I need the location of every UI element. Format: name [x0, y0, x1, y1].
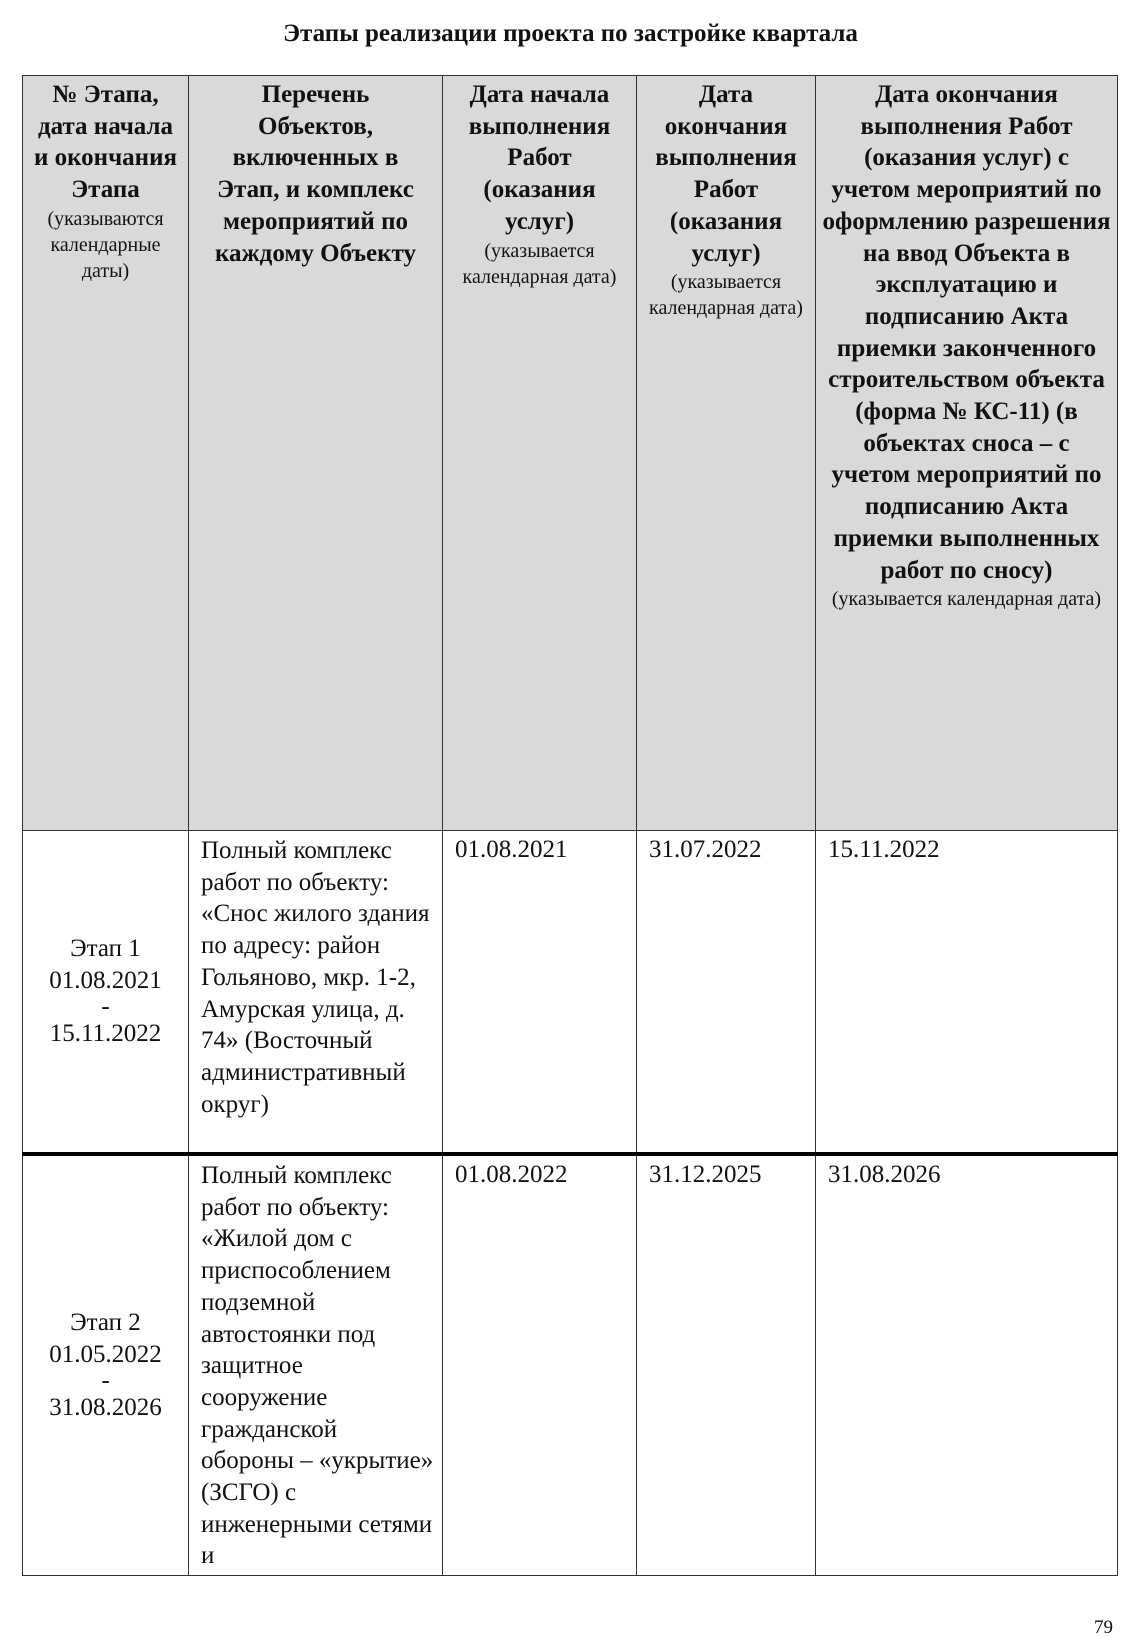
stage-separator: -: [101, 1367, 110, 1395]
stage-label: Этап 1: [70, 934, 141, 962]
table-header-row: [23, 76, 1118, 831]
work-start-date: 01.08.2022: [443, 1154, 637, 1576]
header-final-date: [816, 76, 1118, 831]
final-end-date: 15.11.2022: [816, 831, 1118, 1155]
stage-cell: [23, 1154, 189, 1576]
stage-start: 01.08.2021: [49, 966, 162, 994]
work-end-date: 31.12.2025: [637, 1154, 816, 1576]
header-end-date: [637, 76, 816, 831]
work-start-date: 01.08.2021: [443, 831, 637, 1155]
header-final-date-note: (указывается календарная дата): [831, 588, 1102, 611]
header-start-date: [443, 76, 637, 831]
header-end-date-title: Дата окончания выполнения Работ (оказания услуг): [655, 81, 797, 267]
stage-end: 15.11.2022: [49, 1020, 162, 1048]
stage-separator: -: [101, 993, 110, 1021]
header-stage-note: (указываются календарные даты): [47, 207, 164, 282]
header-objects: [189, 76, 443, 831]
table-row: [23, 1154, 1118, 1576]
stage-start: 01.05.2022: [49, 1340, 162, 1368]
header-final-date-title: Дата окончания выполнения Работ (оказания услуг) с учетом мероприятий по оформлению разрешения на ввод Объекта в эксплуатацию и подписанию Акта приемки законченного строительством объекта (форма № КС-11) (в объектах сноса – с учетом мероприятий по подписанию Акта приемки выполненных работ по сносу): [822, 81, 1111, 584]
stage-cell: [23, 831, 189, 1155]
stages-table: [22, 75, 1118, 1576]
page-title: Этапы реализации проекта по застройке квартала: [283, 20, 858, 47]
header-stage: [23, 76, 189, 831]
table-row: [23, 831, 1118, 1155]
header-stage-title: № Этапа, дата начала и окончания Этапа: [33, 81, 178, 204]
final-end-date: 31.08.2026: [816, 1154, 1118, 1576]
header-start-date-title: Дата начала выполнения Работ (оказания услуг): [468, 81, 611, 235]
stage-label: Этап 2: [70, 1308, 141, 1336]
work-end-date: 31.07.2022: [637, 831, 816, 1155]
stage-end: 31.08.2026: [49, 1394, 162, 1422]
header-end-date-note: (указывается календарная дата): [649, 271, 803, 320]
object-description: Полный комплекс работ по объекту: «Жилой дом с приспособлением подземной автостоянки под защитное сооружение гражданской обороны – «укрытие» (ЗСГО) с инженерными сетями и: [189, 1154, 443, 1576]
object-description: Полный комплекс работ по объекту: «Снос жилого здания по адресу: район Гольяново, мкр. 1-2, Амурская улица, д. 74» (Восточный административный округ): [189, 831, 443, 1155]
header-objects-title: Перечень Объектов, включенных в Этап, и комплекс мероприятий по каждому Объекту: [215, 81, 416, 267]
header-start-date-note: (указывается календарная дата): [462, 239, 617, 288]
page-number: 79: [1094, 1617, 1113, 1638]
